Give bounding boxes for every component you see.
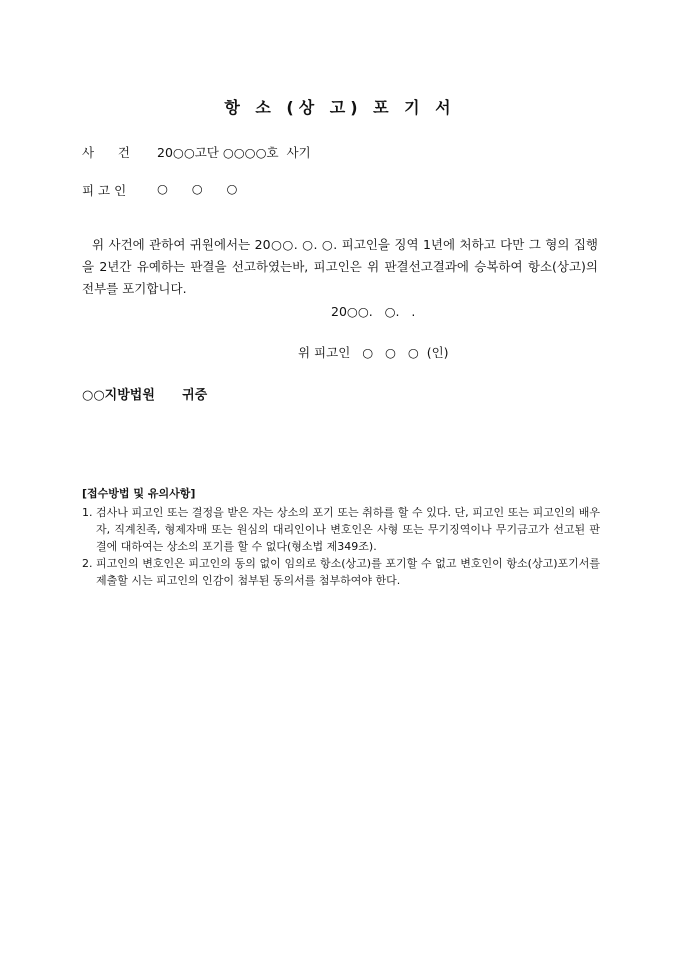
notes-heading: [접수방법 및 유의사항]: [82, 487, 196, 500]
document-date: 20○○. ○. .: [331, 304, 416, 319]
note-item: [82, 555, 600, 589]
note-number: 1.: [82, 506, 93, 519]
note-text: 피고인의 변호인은 피고인의 동의 없이 임의로 항소(상고)를 포기할 수 없고 변호인이 항소(상고)포기서를 제출할 시는 피고인의 인감이 첨부된 동의서를 첨부하여야 한다.: [96, 557, 600, 587]
notes-list: [82, 504, 600, 589]
signer-line: 위 피고인 ○ ○ ○ (인): [298, 345, 449, 360]
court-addressee: ○○지방법원 귀중: [82, 388, 208, 403]
defendant-value: ○ ○ ○: [157, 181, 238, 196]
note-item: [82, 504, 600, 555]
defendant-label: 피 고 인: [82, 183, 127, 198]
waiver-body: 위 사건에 관하여 귀원에서는 20○○. ○. ○. 피고인을 징역 1년에 처하고 다만 그 형의 집행을 2년간 유예하는 판결을 선고하였는바, 피고인은 위 판결선고결과에 승복하여 항소(상고)의 전부를 포기합니다.: [82, 236, 598, 296]
note-text: 검사나 피고인 또는 결정을 받은 자는 상소의 포기 또는 취하를 할 수 있다. 단, 피고인 또는 피고인의 배우자, 직계친족, 형제자매 또는 원심의 대리인이나 변호인은 사형 또는 무기징역이나 무기금고가 선고된 판결에 대하여는 상소의 포기를 할 수 없다(형소법 제349조).: [96, 506, 600, 553]
case-value: 20○○고단 ○○○○호 사기: [157, 145, 311, 160]
note-number: 2.: [82, 557, 93, 570]
document-title: 항 소 (상 고) 포 기 서: [224, 98, 456, 117]
case-label: 사 건: [82, 145, 130, 160]
